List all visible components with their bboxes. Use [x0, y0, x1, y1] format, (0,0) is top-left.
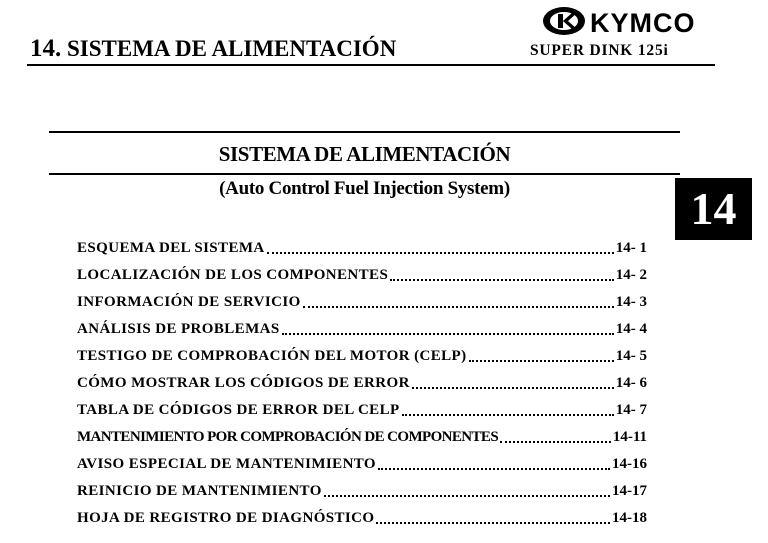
- toc-label: HOJA DE REGISTRO DE DIAGNÓSTICO: [77, 510, 375, 526]
- chapter-title: SISTEMA DE ALIMENTACIÓN: [67, 36, 397, 61]
- toc-label: CÓMO MOSTRAR LOS CÓDIGOS DE ERROR: [77, 375, 410, 391]
- toc-entry[interactable]: [77, 370, 647, 397]
- toc-label: ANÁLISIS DE PROBLEMAS: [77, 321, 280, 337]
- toc-entry[interactable]: [77, 478, 647, 505]
- kymco-logo-icon: [542, 6, 714, 36]
- toc-page-number: 14- 4: [615, 321, 647, 337]
- toc-leader-dots: [324, 495, 610, 497]
- toc-leader-dots: [282, 333, 614, 335]
- toc-page-number: 14- 5: [615, 348, 647, 364]
- toc-label: MANTENIMIENTO POR COMPROBACIÓN DE COMPONENTES: [77, 429, 499, 445]
- chapter-number: 14.: [30, 35, 62, 62]
- toc-page-number: 14-18: [612, 510, 647, 526]
- toc-page-number: 14-17: [612, 483, 647, 499]
- toc-leader-dots: [412, 387, 614, 389]
- header-divider: [27, 64, 715, 66]
- section-title: SISTEMA DE ALIMENTACIÓN: [218, 142, 511, 166]
- toc-entry[interactable]: [77, 424, 647, 451]
- toc-entry[interactable]: [77, 262, 647, 289]
- toc-leader-dots: [500, 441, 611, 443]
- kymco-logo: [542, 6, 714, 36]
- toc-label: INFORMACIÓN DE SERVICIO: [77, 294, 301, 310]
- section-subtitle: (Auto Control Fuel Injection System): [219, 178, 510, 199]
- toc-page-number: 14-16: [612, 456, 647, 472]
- toc-leader-dots: [376, 522, 610, 524]
- toc-entry[interactable]: [77, 397, 647, 424]
- toc-page-number: 14- 3: [615, 294, 647, 310]
- toc-leader-dots: [390, 279, 614, 281]
- table-of-contents: [77, 235, 647, 532]
- chapter-tab: 14: [675, 178, 752, 240]
- toc-entry[interactable]: [77, 505, 647, 532]
- toc-entry[interactable]: [77, 316, 647, 343]
- model-name: SUPER DINK 125i: [530, 42, 669, 59]
- toc-label: TESTIGO DE COMPROBACIÓN DEL MOTOR (CELP): [77, 348, 467, 364]
- toc-page-number: 14- 6: [615, 375, 647, 391]
- toc-entry[interactable]: [77, 343, 647, 370]
- toc-leader-dots: [303, 306, 614, 308]
- title-rule-bottom: [49, 173, 680, 175]
- svg-text:KYMCO: KYMCO: [590, 8, 696, 36]
- toc-entry[interactable]: [77, 235, 647, 262]
- toc-label: LOCALIZACIÓN DE LOS COMPONENTES: [77, 267, 389, 283]
- toc-page-number: 14- 1: [615, 240, 647, 256]
- toc-leader-dots: [402, 414, 614, 416]
- toc-page-number: 14- 2: [615, 267, 647, 283]
- page-header-title: [30, 35, 396, 63]
- toc-label: REINICIO DE MANTENIMIENTO: [77, 483, 322, 499]
- toc-label: AVISO ESPECIAL DE MANTENIMIENTO: [77, 456, 376, 472]
- toc-entry[interactable]: [77, 289, 647, 316]
- toc-leader-dots: [378, 468, 610, 470]
- toc-label: ESQUEMA DEL SISTEMA: [77, 240, 265, 256]
- toc-leader-dots: [469, 360, 614, 362]
- toc-page-number: 14-11: [612, 429, 647, 445]
- title-rule-top: [49, 131, 680, 133]
- toc-label: TABLA DE CÓDIGOS DE ERROR DEL CELP: [77, 402, 400, 418]
- toc-leader-dots: [267, 252, 614, 254]
- toc-page-number: 14- 7: [615, 402, 647, 418]
- toc-entry[interactable]: [77, 451, 647, 478]
